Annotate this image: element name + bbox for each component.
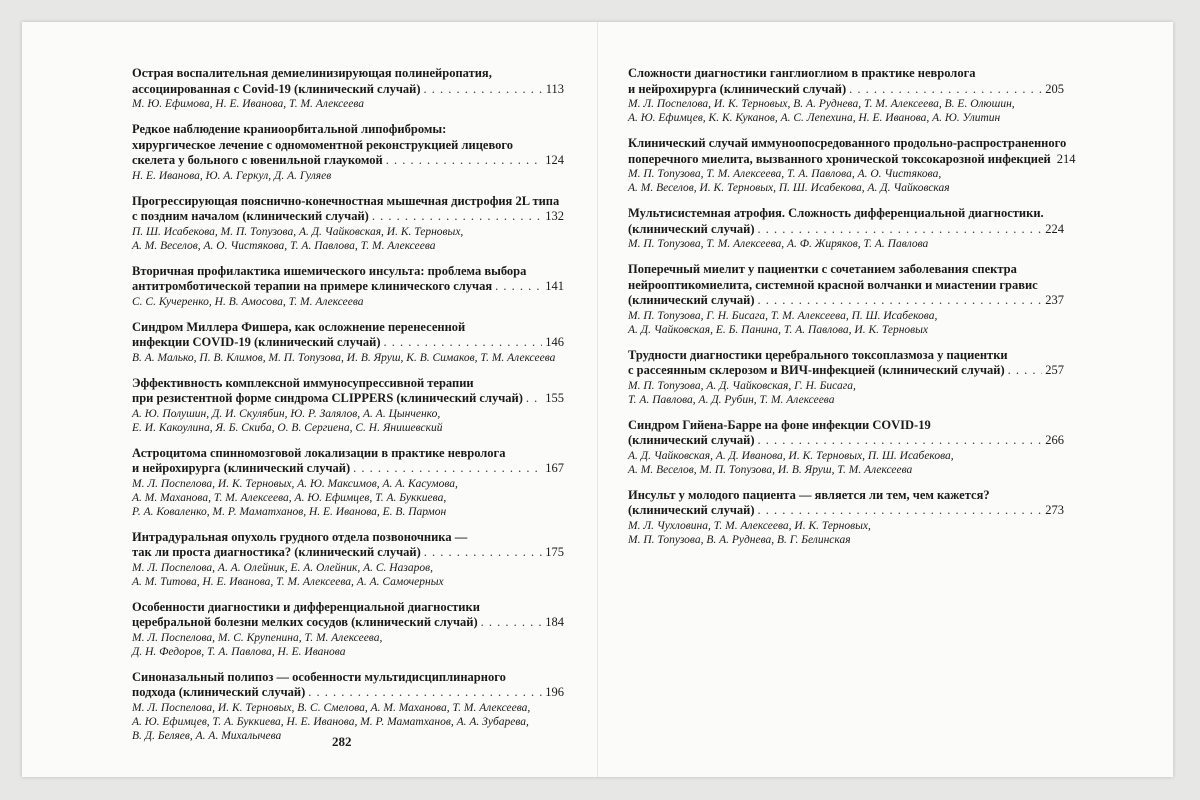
book-spread <box>22 22 1173 777</box>
title-line: Мультисистемная атрофия. Сложность дифференциальной диагностики. <box>628 206 1044 220</box>
title-line: нейрооптикомиелита, системной красной волчанки и миастении гравис <box>628 277 1038 292</box>
dot-leader <box>758 293 1043 309</box>
toc-entry <box>132 122 564 183</box>
author-line: М. Л. Чухловина, Т. М. Алексеева, И. К. Терновых, <box>628 519 871 532</box>
dot-leader <box>849 82 1042 98</box>
entry-authors <box>132 477 564 519</box>
dot-leader <box>383 335 542 351</box>
title-line: (клинический случай) <box>628 433 755 447</box>
entry-authors <box>628 379 1064 407</box>
entry-authors <box>628 309 1064 337</box>
title-line: церебральной болезни мелких сосудов (клинический случай) <box>132 615 478 629</box>
page-number: 132 <box>545 209 564 223</box>
author-line: С. С. Кучеренко, Н. В. Амосова, Т. М. Алексеева <box>132 295 364 308</box>
author-line: П. Ш. Исабекова, М. П. Топузова, А. Д. Чайковская, И. К. Терновых, <box>132 225 464 238</box>
toc-entry <box>132 264 564 309</box>
entry-title <box>132 264 564 295</box>
author-line: В. Д. Беляев, А. А. Михалычева <box>132 729 282 742</box>
title-line-with-page <box>628 151 1076 168</box>
title-line: Вторичная профилактика ишемического инсульта: проблема выбора <box>132 263 527 278</box>
dot-leader <box>353 461 542 477</box>
title-line-with-page <box>628 363 1064 379</box>
toc-entry <box>132 320 564 365</box>
dot-leader <box>526 391 542 407</box>
page-number: 273 <box>1045 503 1064 517</box>
toc-entry <box>132 66 564 111</box>
entry-authors <box>132 295 564 309</box>
dot-leader <box>372 209 542 225</box>
dot-leader <box>308 685 542 701</box>
toc-entry <box>628 206 1064 251</box>
entry-authors <box>132 97 564 111</box>
author-line: М. Л. Поспелова, А. А. Олейник, Е. А. Олейник, А. С. Назаров, <box>132 561 433 574</box>
entry-title <box>132 670 564 701</box>
title-line: инфекции COVID-19 (клинический случай) <box>132 335 381 349</box>
author-line: А. Д. Чайковская, А. Д. Иванова, И. К. Терновых, П. Ш. Исабекова, <box>628 449 954 462</box>
toc-entry <box>132 600 564 659</box>
dot-leader <box>758 503 1043 519</box>
author-line: А. М. Маханова, Т. М. Алексеева, А. Ю. Ефимцев, Т. А. Буккиева, <box>132 491 447 504</box>
title-line: Синдром Гийена-Барре на фоне инфекции COVID-19 <box>628 417 931 432</box>
title-line-with-page <box>132 335 564 351</box>
author-line: Р. А. Коваленко, М. Р. Маматханов, Н. Е. Иванова, Е. В. Пармон <box>132 505 447 518</box>
entry-title <box>628 348 1064 379</box>
entry-title <box>132 66 564 97</box>
entry-title <box>132 122 564 169</box>
author-line: А. М. Веселов, М. П. Топузова, И. В. Яруш, Т. М. Алексеева <box>628 463 913 476</box>
entry-authors <box>132 351 564 365</box>
title-line: Особенности диагностики и дифференциальной диагностики <box>132 599 480 614</box>
entry-title <box>132 530 564 561</box>
toc-entry <box>132 446 564 519</box>
book-gutter <box>597 22 598 777</box>
author-line: М. Л. Поспелова, И. К. Терновых, А. Ю. Максимов, А. А. Касумова, <box>132 477 458 490</box>
entry-title <box>132 446 564 477</box>
title-line: Синдром Миллера Фишера, как осложнение перенесенной <box>132 319 466 334</box>
entry-authors <box>628 97 1064 125</box>
title-line: Интрадуральная опухоль грудного отдела позвоночника — <box>132 529 468 544</box>
title-line: и нейрохирурга (клинический случай) <box>132 461 351 475</box>
entry-authors <box>628 449 1064 477</box>
entry-authors <box>628 167 1064 195</box>
title-line: (клинический случай) <box>628 221 755 236</box>
entry-title <box>628 136 1076 167</box>
title-line: Редкое наблюдение краниоорбитальной липофибромы: <box>132 122 447 136</box>
title-line: (клинический случай) <box>628 503 755 517</box>
entry-title <box>628 206 1064 237</box>
page-number: 257 <box>1045 363 1064 377</box>
page-number: 141 <box>545 279 564 293</box>
author-line: М. Л. Поспелова, И. К. Терновых, В. А. Руднева, Т. М. Алексеева, В. Е. Олюшин, <box>628 98 1015 110</box>
dot-leader <box>424 82 543 98</box>
author-line: Е. И. Какоулина, Я. Б. Скиба, О. В. Сергиена, С. Н. Янишевский <box>132 421 443 434</box>
author-line: А. М. Веселов, А. О. Чистякова, Т. А. Павлова, Т. М. Алексеева <box>132 239 436 252</box>
page-number: 224 <box>1045 221 1064 236</box>
page-number: 205 <box>1045 81 1064 96</box>
title-line: Поперечный миелит у пациентки с сочетанием заболевания спектра <box>628 262 1017 276</box>
entry-authors <box>132 407 564 435</box>
entry-authors <box>132 169 564 183</box>
author-line: А. Д. Чайковская, Е. Б. Панина, Т. А. Павлова, И. К. Терновых <box>628 323 929 336</box>
author-line: В. А. Малько, П. В. Климов, М. П. Топузова, И. В. Яруш, К. В. Симаков, Т. М. Алексеева <box>132 351 556 364</box>
entry-title <box>132 194 564 225</box>
title-line: Синоназальный полипоз — особенности мультидисциплинарного <box>132 669 506 684</box>
title-line-with-page <box>628 293 1064 309</box>
page-number: 146 <box>545 335 564 349</box>
title-line: Клинический случай иммуноопосредованного продольно-распространенного <box>628 136 1067 150</box>
entry-title <box>628 262 1064 309</box>
page-number: 124 <box>545 153 564 167</box>
dot-leader <box>386 153 543 169</box>
author-line: Т. А. Павлова, А. Д. Рубин, Т. М. Алексеева <box>628 393 835 406</box>
title-line-with-page <box>132 82 564 98</box>
title-line: Эффективность комплексной иммуносупрессивной терапии <box>132 375 474 390</box>
title-line-with-page <box>132 615 564 631</box>
entry-title <box>628 66 1064 97</box>
title-line: Прогрессирующая пояснично-конечностная мышечная дистрофия 2L типа <box>132 193 560 208</box>
title-line-with-page <box>628 433 1064 449</box>
author-line: М. Л. Поспелова, И. К. Терновых, В. С. Смелова, А. М. Маханова, Т. М. Алексеева, <box>132 701 531 714</box>
title-line: хирургическое лечение с одномоментной реконструкцией лицевого <box>132 137 513 152</box>
title-line: и нейрохирурга (клинический случай) <box>628 81 847 96</box>
page-number: 155 <box>545 391 564 405</box>
author-line: М. П. Топузова, В. А. Руднева, В. Г. Белинская <box>628 533 851 546</box>
title-line: подхода (клинический случай) <box>132 685 306 699</box>
toc-entry <box>628 418 1064 477</box>
page-number: 266 <box>1045 433 1064 447</box>
dot-leader <box>1008 363 1043 379</box>
page-number: 184 <box>545 615 564 629</box>
toc-entry <box>628 488 1064 547</box>
title-line: Трудности диагностики церебрального токсоплазмоза у пациентки <box>628 347 1008 362</box>
title-line: антитромботической терапии на примере клинического случая <box>132 279 493 293</box>
dot-leader <box>424 545 542 561</box>
toc-entry <box>628 136 1076 195</box>
title-line-with-page <box>132 461 564 477</box>
author-line: Д. Н. Федоров, Т. А. Павлова, Н. Е. Иванова <box>132 645 346 658</box>
title-line-with-page <box>628 222 1064 238</box>
entry-authors <box>132 225 564 253</box>
title-line-with-page <box>132 279 564 295</box>
page-number: 214 <box>1056 151 1076 166</box>
author-line: Н. Е. Иванова, Ю. А. Геркул, Д. А. Гуляев <box>132 169 332 182</box>
author-line: М. П. Топузова, А. Д. Чайковская, Г. Н. Бисага, <box>628 379 856 392</box>
title-line: Острая воспалительная демиелинизирующая полинейропатия, <box>132 66 492 80</box>
author-line: М. П. Топузова, Т. М. Алексеева, Т. А. Павлова, А. О. Чистякова, <box>628 168 942 180</box>
title-line: так ли проста диагностика? (клинический случай) <box>132 545 421 559</box>
entry-authors <box>132 631 564 659</box>
author-line: А. Ю. Ефимцев, К. К. Куканов, А. С. Лепехина, Н. Е. Иванова, А. Ю. Улитин <box>628 112 1001 124</box>
title-line: при резистентной форме синдрома CLIPPERS (клинический случай) <box>132 391 523 405</box>
dot-leader <box>495 279 542 295</box>
page-number: 237 <box>1045 293 1064 307</box>
entry-title <box>132 376 564 407</box>
author-line: М. П. Топузова, Т. М. Алексеева, А. Ф. Жиряков, Т. А. Павлова <box>628 238 929 250</box>
page-folio-number: 282 <box>332 734 352 749</box>
entry-title <box>132 320 564 351</box>
title-line: поперечного миелита, вызванного хронической токсокарозной инфекцией <box>628 151 1051 166</box>
title-line: Астроцитома спинномозговой локализации в практике невролога <box>132 445 506 460</box>
entry-authors <box>628 519 1064 547</box>
page-number: 113 <box>545 81 564 96</box>
title-line: с поздним началом (клинический случай) <box>132 209 369 223</box>
entry-authors <box>628 237 1064 251</box>
entry-authors <box>132 561 564 589</box>
title-line-with-page <box>628 503 1064 519</box>
dot-leader <box>758 433 1043 449</box>
title-line-with-page <box>132 685 564 701</box>
author-line: М. П. Топузова, Г. Н. Бисага, Т. М. Алексеева, П. Ш. Исабекова, <box>628 309 938 322</box>
page-number: 175 <box>545 545 564 559</box>
toc-entry <box>628 66 1064 125</box>
entry-title <box>628 488 1064 519</box>
title-line: скелета у больного с ювенильной глаукомой <box>132 153 383 167</box>
toc-entry <box>132 376 564 435</box>
title-line: Инсульт у молодого пациента — является ли тем, чем кажется? <box>628 487 990 502</box>
left-page-toc <box>132 66 564 754</box>
author-line: А. Ю. Ефимцев, Т. А. Буккиева, Н. Е. Иванова, М. Р. Маматханов, А. А. Зубарева, <box>132 715 529 728</box>
title-line-with-page <box>132 391 564 407</box>
dot-leader <box>758 222 1043 238</box>
title-line-with-page <box>132 209 564 225</box>
entry-title <box>132 600 564 631</box>
toc-entry <box>628 262 1064 337</box>
page-number: 167 <box>545 461 564 475</box>
title-line-with-page <box>628 82 1064 98</box>
title-line: с рассеянным склерозом и ВИЧ-инфекцией (клинический случай) <box>628 363 1005 377</box>
toc-entry <box>628 348 1064 407</box>
author-line: А. М. Титова, Н. Е. Иванова, Т. М. Алексеева, А. А. Самочерных <box>132 575 444 588</box>
dot-leader <box>481 615 543 631</box>
right-page-toc <box>628 66 1076 558</box>
author-line: А. М. Веселов, И. К. Терновых, П. Ш. Исабекова, А. Д. Чайковская <box>628 182 950 194</box>
author-line: А. Ю. Полушин, Д. И. Скулябин, Ю. Р. Залялов, А. А. Цынченко, <box>132 407 441 420</box>
title-line: (клинический случай) <box>628 293 755 307</box>
title-line-with-page <box>132 153 564 169</box>
author-line: М. Л. Поспелова, М. С. Крупенина, Т. М. Алексеева, <box>132 631 383 644</box>
page-number: 196 <box>545 685 564 699</box>
title-line-with-page <box>132 545 564 561</box>
toc-entry <box>132 194 564 253</box>
author-line: М. Ю. Ефимова, Н. Е. Иванова, Т. М. Алексеева <box>132 98 365 110</box>
title-line: Сложности диагностики ганглиоглиом в практике невролога <box>628 66 976 80</box>
toc-entry <box>132 670 564 743</box>
entry-title <box>628 418 1064 449</box>
title-line: ассоциированная с Covid-19 (клинический случай) <box>132 81 421 96</box>
toc-entry <box>132 530 564 589</box>
